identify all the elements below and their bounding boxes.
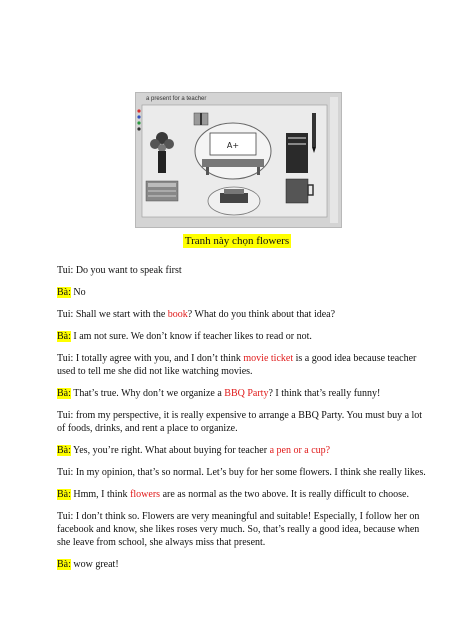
dialogue-line bbox=[57, 308, 429, 321]
highlighted-phrase: flowers bbox=[130, 489, 161, 500]
dialogue-line bbox=[57, 330, 429, 343]
dialogue-text: In my opinion, that’s so normal. Let’s buy for her some flowers. I think she really likes. bbox=[73, 467, 426, 478]
dialogue-text: is a good idea because teacher used to tell me she did not like watching movies. bbox=[57, 353, 417, 377]
dialogue-text: That’s true. Why don’t we organize a bbox=[70, 388, 225, 399]
board-text: A+ bbox=[226, 141, 240, 150]
dialogue-text: I don’t think so. Flowers are very meaningful and suitable! Especially, I follow her on facebook and know, she likes roses very much. So, that’s really a good idea, because when she leave from school, she always miss that present. bbox=[57, 511, 420, 548]
caption-row bbox=[0, 231, 474, 249]
dialogue-text: No bbox=[70, 287, 86, 298]
speaker-label: Bà: bbox=[57, 559, 71, 570]
dialogue-line bbox=[57, 387, 429, 400]
gift-icon bbox=[194, 113, 208, 125]
dialogue-text: wow great! bbox=[70, 559, 119, 570]
highlighted-phrase: BBQ Party bbox=[224, 388, 269, 399]
dialogue-text: ? I think that’s really funny! bbox=[268, 388, 381, 399]
dialogue-text: I totally agree with you, and I don’t think bbox=[73, 353, 244, 364]
speaker-label: Bà: bbox=[57, 388, 71, 399]
book-icon bbox=[146, 181, 178, 201]
dialogue bbox=[57, 264, 429, 580]
dialogue-text: I am not sure. We don’t know if teacher likes to read or not. bbox=[70, 331, 312, 342]
classroom-scene bbox=[195, 123, 271, 179]
party-icon bbox=[208, 187, 260, 215]
dialogue-text: Shall we start with the bbox=[73, 309, 168, 320]
dialogue-line bbox=[57, 409, 429, 435]
image-caption: Tranh này chọn flowers bbox=[184, 235, 290, 247]
dialogue-text: are as normal as the two above. It is really difficult to choose. bbox=[160, 489, 409, 500]
speaker-label: Bà: bbox=[57, 287, 71, 298]
image-header-text: a present for a teacher bbox=[146, 96, 207, 102]
highlighted-phrase: movie ticket bbox=[243, 353, 294, 364]
speaker-label: Bà: bbox=[57, 489, 71, 500]
speaker-label: Tui: bbox=[57, 265, 74, 276]
speaker-label: Tui: bbox=[57, 410, 74, 421]
pen-icon bbox=[312, 113, 316, 153]
dialogue-line bbox=[57, 466, 429, 479]
dialogue-text: Yes, you’re right. What about buying for teacher bbox=[70, 445, 270, 456]
topic-image bbox=[135, 92, 342, 228]
speaker-label: Tui: bbox=[57, 467, 74, 478]
speaker-label: Tui: bbox=[57, 511, 74, 522]
speaker-label: Bà: bbox=[57, 331, 71, 342]
dialogue-line bbox=[57, 488, 429, 501]
dialogue-line bbox=[57, 286, 429, 299]
dialogue-text: ? What do you think about that idea? bbox=[187, 309, 336, 320]
dialogue-text: from my perspective, it is really expensive to arrange a BBQ Party. You must buy a lot of foods, drinks, and rent a place to organize. bbox=[57, 410, 423, 434]
topic-image-drawing bbox=[136, 93, 341, 227]
speaker-label: Tui: bbox=[57, 309, 74, 320]
dialogue-line bbox=[57, 444, 429, 457]
dialogue-text: Do you want to speak first bbox=[73, 265, 182, 276]
speaker-label: Tui: bbox=[57, 353, 74, 364]
dialogue-line bbox=[57, 510, 429, 549]
highlighted-phrase: a pen or a cup? bbox=[269, 445, 331, 456]
highlighted-phrase: book bbox=[167, 309, 188, 320]
speaker-label: Bà: bbox=[57, 445, 71, 456]
dialogue-text: Hmm, I think bbox=[70, 489, 131, 500]
dialogue-line bbox=[57, 558, 429, 571]
movie-ticket-icon bbox=[286, 133, 308, 173]
dialogue-line bbox=[57, 352, 429, 378]
dialogue-line bbox=[57, 264, 429, 277]
